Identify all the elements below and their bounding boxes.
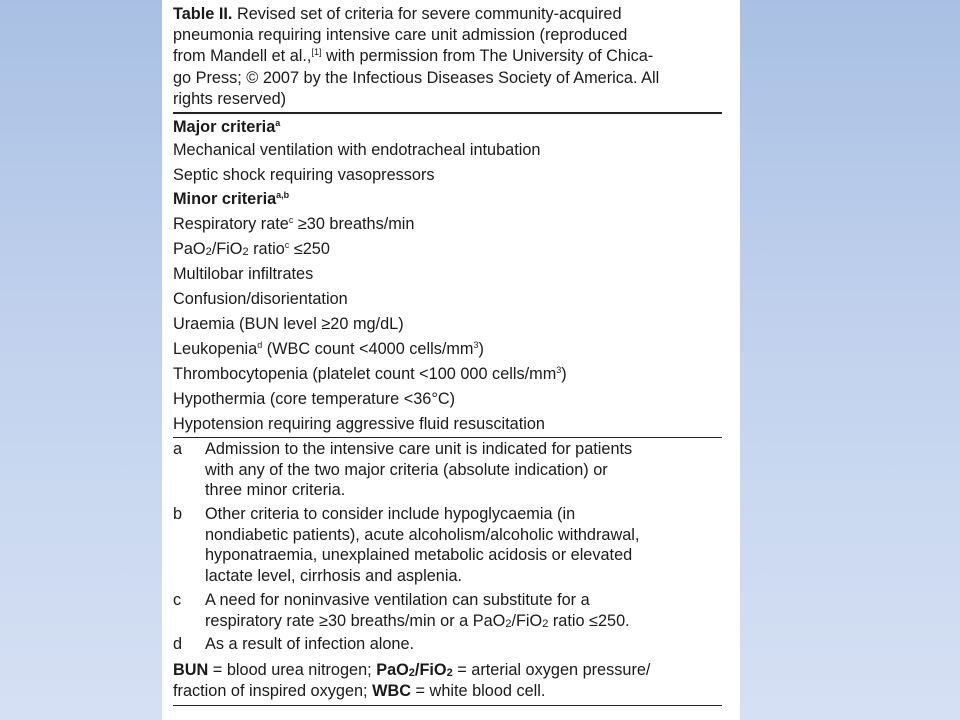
minor-criterion-thrombocytopenia: Thrombocytopenia (platelet count <100 000 cells/$mm^3$): [173, 365, 567, 383]
footnote-key: c: [173, 591, 182, 609]
footnote-text: Admission to the intensive care unit is indicated for patients with any of the two major criteria (absolute indication) or three minor criteria.: [205, 440, 633, 499]
footnote-text: As a result of infection alone.: [205, 635, 415, 653]
footnote-key: d: [173, 635, 183, 653]
caption-line-5: rights reserved): [173, 89, 287, 108]
abbr-term-bun: BUN: [173, 661, 209, 679]
reference-marker: [1]: [311, 47, 322, 58]
major-criteria-heading: Major criteria$^a$: [173, 118, 281, 136]
footnote-text: Other criteria to consider include hypoglycaemia (in nondiabetic patients), acute alcoholism/alcoholic withdrawal, hyponatraemia, unexplained metabolic acidosis or elevated lactate level, cirrhosis and asplenia.: [205, 505, 640, 585]
document-page: [162, 0, 740, 720]
caption-line-4: go Press; © 2007 by the Infectious Diseases Society of America. All: [173, 68, 660, 87]
body-footnote-rule: [173, 437, 722, 438]
footnote-text: A need for noninvasive ventilation can substitute for a respiratory rate ≥30 breaths/min or a PaO$_2$/FiO$_2$ ratio ≤250.: [205, 591, 630, 630]
footnote-key: b: [173, 505, 183, 523]
minor-criterion-multilobar: Multilobar infiltrates: [173, 265, 314, 283]
minor-criteria-heading: Minor criteria$^{a,b}$: [173, 190, 290, 208]
caption-rule: [173, 112, 722, 114]
major-criterion-septic-shock: Septic shock requiring vasopressors: [173, 166, 435, 184]
minor-criterion-hypothermia: Hypothermia (core temperature <36°C): [173, 390, 456, 408]
caption-line-2: pneumonia requiring intensive care unit admission (reproduced: [173, 26, 628, 45]
minor-criterion-leukopenia: Leukopenia$^d$ (WBC count <4000 cells/$mm^3$): [173, 340, 484, 358]
caption-line-1: Table II. Revised set of criteria for severe community-acquired: [173, 5, 622, 23]
table-label: Table II.: [173, 5, 233, 23]
minor-criterion-confusion: Confusion/disorientation: [173, 290, 348, 308]
abbr-term-wbc: WBC: [372, 682, 411, 700]
table-caption: [173, 4, 722, 110]
abbreviations-note: BUN = blood urea nitrogen; PaO$_2$/FiO$_2$ = arterial oxygen pressure/ fraction of inspired oxygen; WBC = white blood cell.: [173, 661, 651, 700]
minor-criterion-respiratory-rate: Respiratory rate$^c$ ≥30 breaths/min: [173, 215, 415, 233]
caption-line-3: from Mandell et al.,[1] with permission from The University of Chica-: [173, 47, 654, 66]
footnote-key: a: [173, 440, 183, 458]
minor-criterion-uraemia: Uraemia (BUN level ≥20 mg/dL): [173, 315, 404, 333]
major-criterion-ventilation: Mechanical ventilation with endotracheal intubation: [173, 141, 541, 159]
minor-criterion-hypotension: Hypotension requiring aggressive fluid resuscitation: [173, 415, 545, 433]
minor-criterion-pao2-fio2: PaO$_2$/FiO$_2$ ratio$^c$ ≤250: [173, 240, 330, 258]
table-bottom-rule: [173, 705, 722, 706]
abbr-term-pao2-fio2: PaO$_2$/FiO$_2$: [376, 661, 453, 679]
